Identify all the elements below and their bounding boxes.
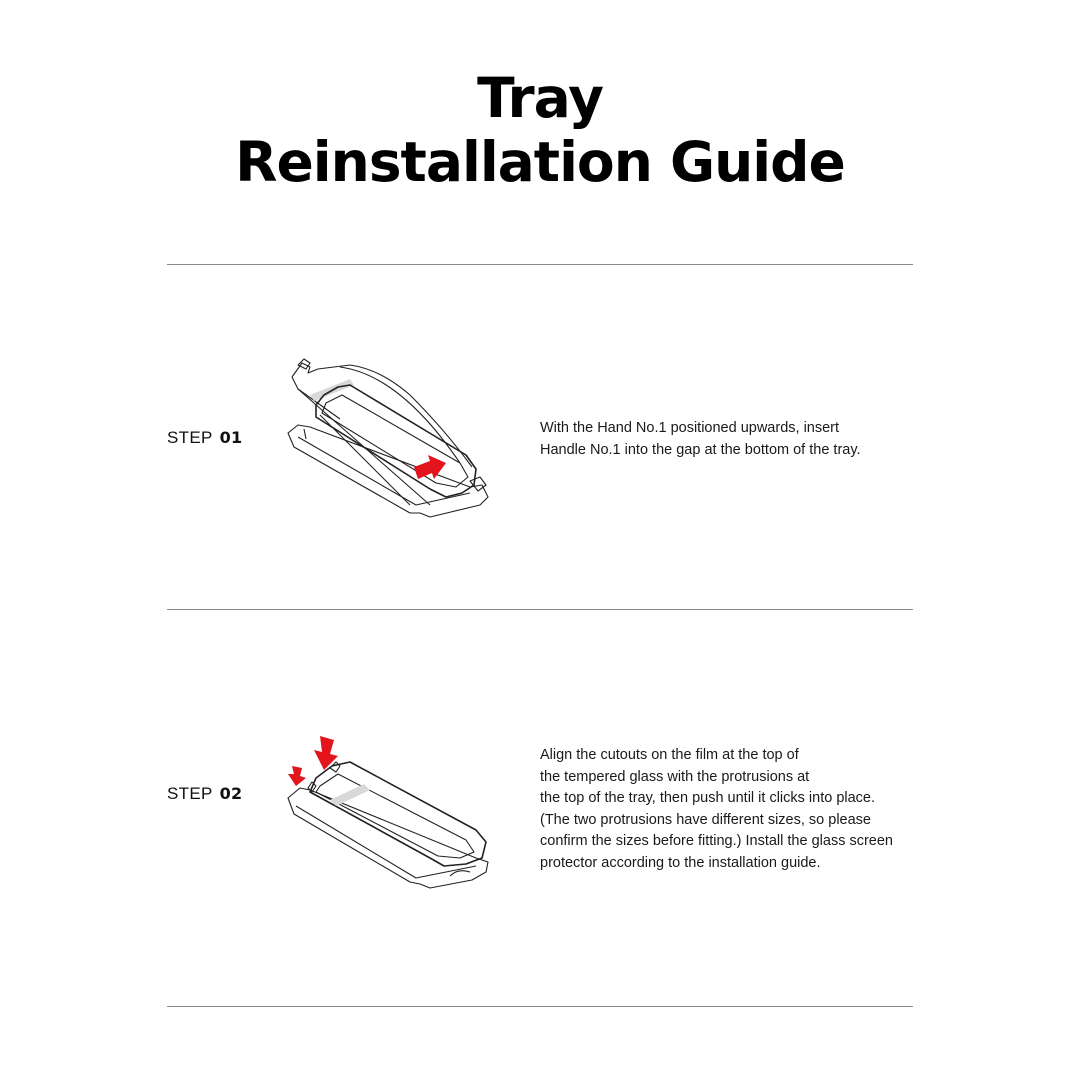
step-number: 01 — [219, 428, 243, 447]
step-01-line-1: With the Hand No.1 positioned upwards, insert — [540, 420, 840, 436]
step-01-illustration — [280, 355, 500, 525]
step-02-label — [167, 784, 242, 804]
step-01-label — [167, 428, 242, 448]
step-number: 02 — [219, 784, 243, 803]
step-02-line-6: protector according to the installation guide. — [540, 854, 821, 871]
step-02-description — [540, 745, 920, 874]
step-02-line-1: Align the cutouts on the film at the top of — [540, 747, 799, 763]
divider-bottom — [167, 1006, 913, 1007]
divider-middle — [167, 609, 913, 610]
step-01-line-2: Handle No.1 into the gap at the bottom of the tray. — [540, 441, 861, 458]
page-title — [0, 66, 1080, 194]
step-02-line-2: the tempered glass with the protrusions at — [540, 768, 810, 785]
title-line-2: Reinstallation Guide — [235, 130, 845, 194]
step-02-line-4: (The two protrusions have different sizes, so please — [540, 811, 871, 828]
step-word: STEP — [167, 784, 213, 803]
step-01-description — [540, 418, 920, 461]
divider-top — [167, 264, 913, 265]
step-02-line-5: confirm the sizes before fitting.) Install the glass screen — [540, 833, 893, 849]
title-line-1: Tray — [477, 66, 603, 130]
step-word: STEP — [167, 428, 213, 447]
step-02-illustration — [280, 730, 500, 900]
step-02-line-3: the top of the tray, then push until it clicks into place. — [540, 790, 876, 806]
